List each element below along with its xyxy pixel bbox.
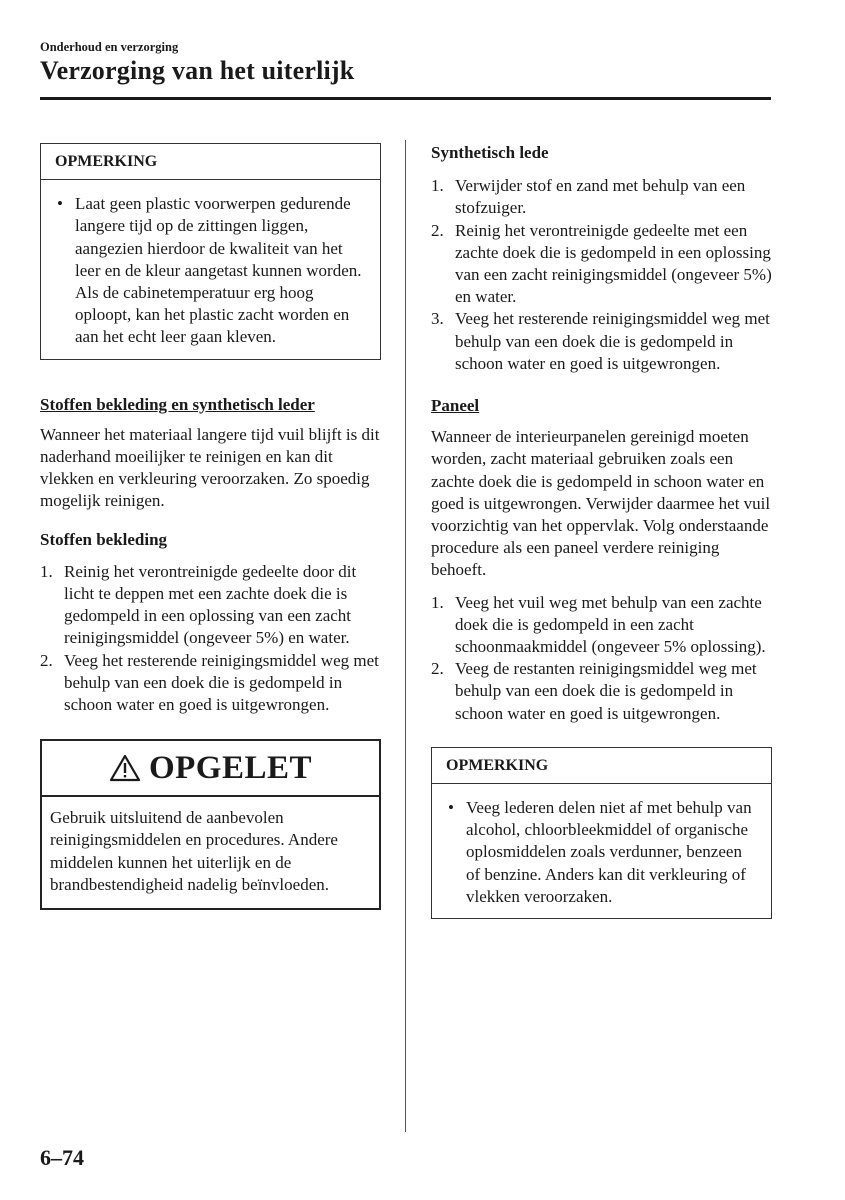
step-text: Veeg het resterende reinigingsmiddel weg met behulp van een doek die is gedompeld in schoon water en goed is uitgewrongen.: [455, 309, 770, 373]
step-text: Reinig het verontreinigde gedeelte door dit licht te deppen met een zachte doek die is gedompeld in een oplossing van een zacht reinigingsmiddel (ongeveer 5%) en water.: [64, 561, 357, 648]
list-item: [431, 308, 772, 375]
fabric-heading: Stoffen bekleding: [40, 529, 168, 549]
bullet-dot-icon: •: [448, 798, 454, 818]
fabric-steps: [40, 561, 381, 716]
fabric-intro: Wanneer het materiaal langere tijd vuil blijft is dit naderhand moeilijker te reinigen en kan dit vlekken en verkleuring veroorzaken. Zo spoedig mogelijk reinigen.: [40, 424, 380, 511]
step-text: Reinig het verontreinigde gedeelte met een zachte doek die is gedompeld in een oplossing van een zacht reinigingsmiddel (ongeveer 5%) en water.: [455, 220, 772, 307]
step-number: 1.: [40, 561, 53, 581]
note-bullet-text: Veeg lederen delen niet af met behulp van alcohol, chloorbleekmiddel of organische oplosmiddelen zoals verdunner, benzeen of benzine. Anders kan dit verkleuring of vlekken veroorzaken.: [466, 798, 752, 906]
section-label: Onderhoud en verzorging: [40, 40, 179, 54]
caution-box: [40, 739, 381, 910]
step-number: 3.: [431, 309, 444, 329]
note-body: [432, 784, 771, 918]
caution-text: Gebruik uitsluitend de aanbevolen reinigingsmiddelen en procedures. Andere middelen kunnen het uiterlijk en de brandbestendigheid nadelig beïnvloeden.: [50, 808, 338, 894]
note-body: [41, 180, 380, 358]
step-number: 2.: [40, 650, 53, 670]
step-text: Verwijder stof en zand met behulp van een stofzuiger.: [455, 176, 746, 218]
list-item: [431, 658, 772, 725]
step-number: 2.: [431, 659, 444, 679]
step-number: 2.: [431, 220, 444, 240]
panel-steps: [431, 592, 772, 725]
step-number: 1.: [431, 176, 444, 196]
note-box-left: [40, 143, 381, 360]
note-bullet: [448, 797, 759, 908]
fabric-synthetic-heading: Stoffen bekleding en synthetisch leder: [40, 394, 315, 414]
caution-heading: OPGELET: [148, 750, 313, 787]
list-item: [40, 561, 381, 650]
page-number: 6–74: [40, 1145, 84, 1170]
panel-intro: Wanneer de interieurpanelen gereinigd moeten worden, zacht materiaal gebruiken zoals een zachte doek die is gedompeld in schoon water en goed is uitgewrongen. Verwijder daarmee het vuil voorzichtig van het oppervlak. Volg onderstaande procedure als een paneel verdere reiniging behoeft.: [431, 427, 771, 580]
step-number: 1.: [431, 592, 444, 612]
note-bullet-text: Laat geen plastic voorwerpen gedurende langere tijd op de zittingen liggen, aangezien hierdoor de kwaliteit van het leer en de kleur aangetast kunnen worden. Als de cabinetemperatuur erg hoog oploopt, kan het plastic zacht worden en aan het echt leer gaan kleven.: [75, 194, 362, 347]
step-text: Veeg de restanten reinigingsmiddel weg met behulp van een doek die is gedompeld in schoon water en goed is uitgewrongen.: [455, 659, 757, 723]
title-rule: [40, 97, 771, 100]
caution-heading-row: [42, 741, 379, 797]
synthetic-heading: Synthetisch lede: [431, 143, 549, 162]
step-text: Veeg het vuil weg met behulp van een zachte doek die is gedompeld in een zacht schoonmaakmiddel (ongeveer 5% oplossing).: [455, 592, 766, 657]
list-item: [431, 592, 772, 659]
left-column: [40, 143, 381, 910]
panel-heading: Paneel: [431, 396, 480, 416]
list-item: [431, 220, 772, 309]
step-text: Veeg het resterende reinigingsmiddel weg met behulp van een doek die is gedompeld in schoon water en goed is uitgewrongen.: [64, 650, 379, 715]
list-item: [40, 650, 381, 717]
bullet-dot-icon: •: [57, 194, 63, 214]
right-column: [431, 142, 772, 919]
column-divider: [405, 140, 406, 1132]
synthetic-steps: [431, 175, 772, 375]
warning-triangle-icon: [109, 754, 141, 782]
note-heading: OPMERKING: [432, 748, 771, 784]
note-box-right: [431, 747, 772, 919]
list-item: [431, 175, 772, 219]
page-title: Verzorging van het uiterlijk: [40, 56, 355, 85]
note-bullet: [57, 193, 368, 348]
note-heading: OPMERKING: [41, 144, 380, 180]
